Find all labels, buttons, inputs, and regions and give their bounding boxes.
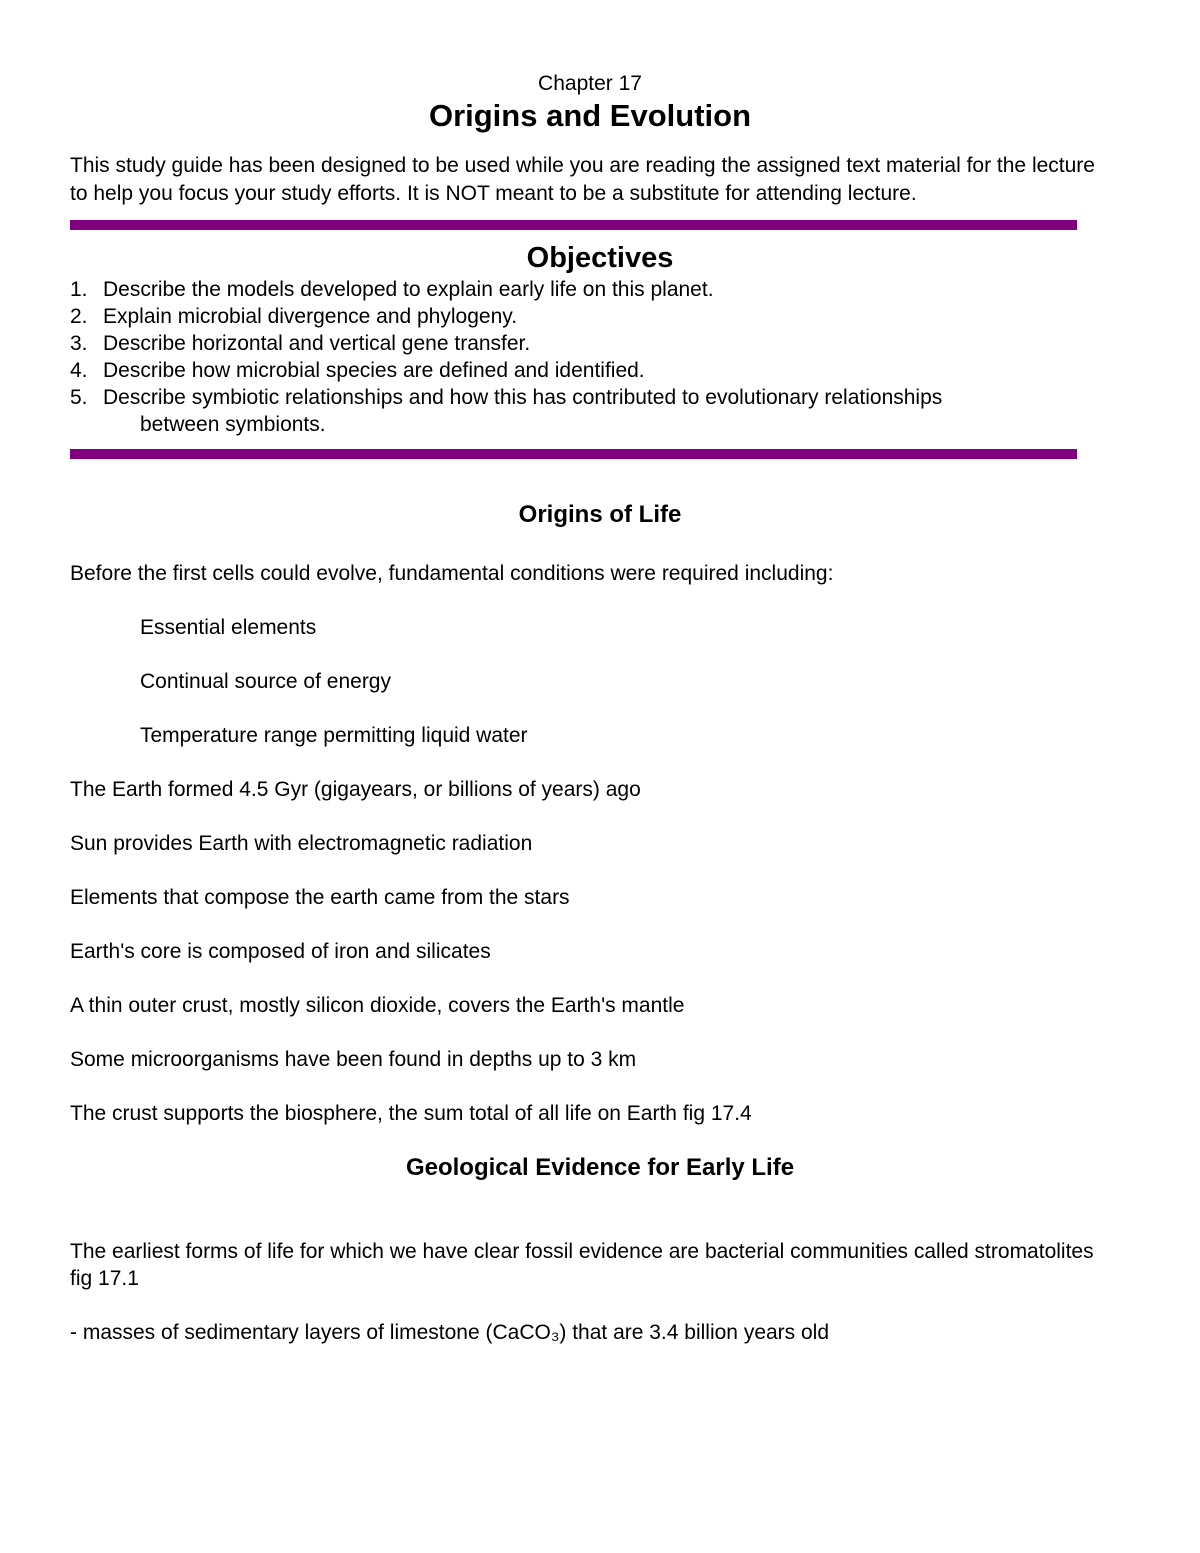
document-page bbox=[70, 70, 1110, 1346]
objective-number: 2. bbox=[70, 305, 88, 328]
fact-item: Some microorganisms have been found in depths up to 3 km bbox=[70, 1048, 637, 1071]
origins-lead: Before the first cells could evolve, fundamental conditions were required including: bbox=[70, 562, 834, 585]
objective-continuation: between symbionts. bbox=[140, 413, 326, 436]
intro-paragraph: This study guide has been designed to be used while you are reading the assigned text material for the lecture to help you focus your study efforts. It is NOT meant to be a substitute for attending lecture. bbox=[70, 154, 1095, 205]
objectives-list bbox=[70, 276, 1110, 438]
objective-text: Describe symbiotic relationships and how this has contributed to evolutionary relationships bbox=[103, 386, 943, 409]
condition-item: Essential elements bbox=[140, 616, 317, 639]
geological-paragraph: The earliest forms of life for which we have clear fossil evidence are bacterial communities called stromatolites fig 17.1 bbox=[70, 1240, 1094, 1290]
geological-heading: Geological Evidence for Early Life bbox=[405, 1154, 795, 1181]
objective-item bbox=[70, 276, 1110, 303]
objective-number: 1. bbox=[70, 278, 88, 301]
divider-rule-top bbox=[70, 220, 1077, 230]
objective-item bbox=[70, 384, 1110, 411]
objective-number: 5. bbox=[70, 386, 88, 409]
objective-text: Describe horizontal and vertical gene transfer. bbox=[103, 332, 531, 355]
condition-item: Continual source of energy bbox=[140, 670, 391, 693]
divider-rule-bottom bbox=[70, 449, 1077, 459]
condition-item: Temperature range permitting liquid water bbox=[140, 724, 528, 747]
fact-item: Elements that compose the earth came from the stars bbox=[70, 886, 570, 909]
fact-item: A thin outer crust, mostly silicon dioxide, covers the Earth's mantle bbox=[70, 994, 685, 1017]
objectives-heading: Objectives bbox=[526, 242, 674, 274]
objective-text: Explain microbial divergence and phylogeny. bbox=[103, 305, 518, 328]
document-title: Origins and Evolution bbox=[428, 98, 752, 133]
objective-item bbox=[70, 357, 1110, 384]
fact-item: The Earth formed 4.5 Gyr (gigayears, or billions of years) ago bbox=[70, 778, 641, 801]
fact-item: Sun provides Earth with electromagnetic radiation bbox=[70, 832, 533, 855]
objective-number: 4. bbox=[70, 359, 88, 382]
objective-text: Describe how microbial species are defined and identified. bbox=[103, 359, 645, 382]
fact-item: Earth's core is composed of iron and silicates bbox=[70, 940, 491, 963]
objective-text: Describe the models developed to explain early life on this planet. bbox=[103, 278, 714, 301]
origins-heading: Origins of Life bbox=[518, 501, 682, 528]
chapter-label: Chapter 17 bbox=[538, 72, 642, 95]
objective-item bbox=[70, 303, 1110, 330]
geological-detail: - masses of sedimentary layers of limestone (CaCO₃) that are 3.4 billion years old bbox=[70, 1321, 830, 1344]
fact-item: The crust supports the biosphere, the sum total of all life on Earth fig 17.4 bbox=[70, 1102, 752, 1125]
objective-number: 3. bbox=[70, 332, 88, 355]
objective-item bbox=[70, 330, 1110, 357]
